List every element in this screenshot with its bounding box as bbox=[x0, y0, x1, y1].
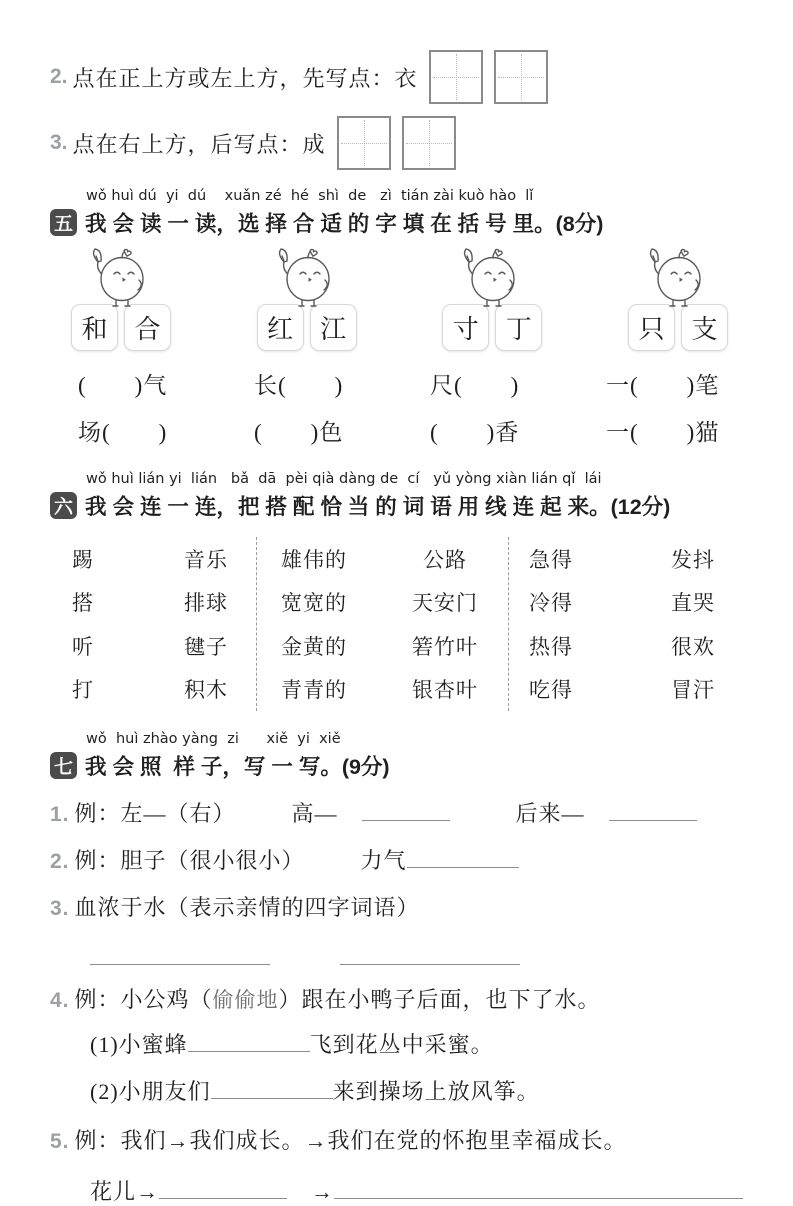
match-column-right bbox=[184, 537, 228, 711]
s7-item-3 bbox=[50, 891, 745, 922]
blank-phrase[interactable]: 一( )笔 bbox=[606, 373, 720, 398]
question-number: 2. bbox=[50, 65, 68, 88]
choice-card[interactable]: 只 bbox=[628, 304, 675, 351]
stroke-grid-box[interactable] bbox=[429, 50, 483, 104]
match-word[interactable]: 金黄的 bbox=[281, 634, 347, 659]
match-word[interactable]: 青青的 bbox=[281, 678, 347, 703]
choice-card[interactable]: 江 bbox=[310, 304, 357, 351]
prompt-text: 血浓于水（表示亲情的四字词语） bbox=[74, 895, 420, 920]
section-6-pinyin: wǒ huì lián yi lián bǎ dā pèi qià dàng de cí yǔ yòng xiàn lián qǐ lái bbox=[86, 471, 602, 487]
match-group-3 bbox=[508, 537, 743, 711]
grid-center-line bbox=[341, 143, 387, 144]
chick-mascot-icon bbox=[273, 248, 341, 313]
answer-blank[interactable] bbox=[609, 802, 697, 821]
match-word[interactable]: 宽宽的 bbox=[281, 591, 347, 616]
s7-item-3-answer-lines bbox=[90, 946, 745, 965]
matching-exercise bbox=[50, 537, 745, 711]
prompt-text: (2)小朋友们 bbox=[90, 1079, 211, 1104]
match-column-left bbox=[529, 537, 573, 711]
match-column-left bbox=[281, 537, 347, 711]
example-text: 例：小公鸡（ bbox=[74, 987, 213, 1012]
blank-phrase[interactable]: ( )色 bbox=[254, 420, 344, 445]
example-text: ）跟在小鸭子后面，也下了水。 bbox=[278, 987, 601, 1012]
match-group-2 bbox=[256, 537, 508, 711]
match-word[interactable]: 雄伟的 bbox=[281, 547, 347, 572]
example-text: 例：左—（右） bbox=[74, 801, 236, 826]
choice-card[interactable]: 丁 bbox=[495, 304, 542, 351]
section-7-title: 我 会 照 样 子，写 一 写。(9分) bbox=[85, 755, 390, 779]
blank-phrase[interactable]: 长( ) bbox=[254, 373, 344, 398]
match-column-right bbox=[671, 537, 715, 711]
stroke-grid-box[interactable] bbox=[337, 116, 391, 170]
match-word[interactable]: 热得 bbox=[529, 634, 573, 659]
fill-blanks-row-1 bbox=[78, 367, 745, 400]
match-word[interactable]: 箬竹叶 bbox=[412, 634, 478, 659]
choice-group-2 bbox=[254, 248, 360, 351]
match-column-right bbox=[412, 537, 478, 711]
match-word[interactable]: 天安门 bbox=[412, 591, 478, 616]
section-6-badge: 六 bbox=[50, 492, 77, 519]
section-7 bbox=[50, 731, 745, 1206]
answer-blank[interactable] bbox=[211, 1080, 333, 1099]
blank-phrase[interactable]: 一( )猫 bbox=[606, 420, 720, 445]
section-6 bbox=[50, 471, 745, 711]
choice-group-4 bbox=[625, 248, 731, 351]
s7-item-4 bbox=[50, 983, 745, 1014]
answer-blank[interactable] bbox=[188, 1033, 310, 1052]
question-row-2 bbox=[50, 50, 745, 104]
choice-card[interactable]: 红 bbox=[257, 304, 304, 351]
example-answer-text: 偷偷地 bbox=[212, 988, 279, 1012]
grid-center-line bbox=[433, 77, 479, 78]
prompt-text: 花儿→ bbox=[90, 1179, 160, 1204]
answer-blank[interactable] bbox=[340, 946, 520, 965]
blank-phrase[interactable]: 尺( ) bbox=[430, 373, 520, 398]
chick-mascot-icon bbox=[458, 248, 526, 313]
answer-blank[interactable] bbox=[334, 1180, 743, 1199]
answer-blank[interactable] bbox=[90, 946, 270, 965]
question-text: 点在正上方或左上方，先写点：衣 bbox=[72, 65, 418, 91]
stroke-grid-box[interactable] bbox=[402, 116, 456, 170]
s7-item-4-sub-2 bbox=[50, 1075, 745, 1106]
grid-center-line bbox=[406, 143, 452, 144]
choice-card[interactable]: 合 bbox=[124, 304, 171, 351]
question-number: 3. bbox=[50, 897, 70, 920]
question-number: 1. bbox=[50, 803, 70, 826]
choice-card[interactable]: 支 bbox=[681, 304, 728, 351]
answer-blank[interactable] bbox=[407, 849, 519, 868]
prompt-text: 高— bbox=[291, 801, 338, 826]
match-word[interactable]: 打 bbox=[72, 678, 94, 703]
match-word[interactable]: 冒汗 bbox=[671, 678, 715, 703]
match-column-left bbox=[72, 537, 94, 711]
s7-item-1 bbox=[50, 797, 745, 828]
fill-blanks-row-2 bbox=[78, 414, 745, 447]
s7-item-2 bbox=[50, 844, 745, 875]
stroke-grid-box[interactable] bbox=[494, 50, 548, 104]
match-word[interactable]: 排球 bbox=[184, 591, 228, 616]
match-word[interactable]: 直哭 bbox=[671, 591, 715, 616]
s7-item-5 bbox=[50, 1124, 745, 1155]
section-5-pinyin: wǒ huì dú yi dú xuǎn zé hé shì de zì tián zài kuò hào lǐ bbox=[86, 188, 534, 204]
match-word[interactable]: 很欢 bbox=[671, 634, 715, 659]
prompt-text: (1)小蜜蜂 bbox=[90, 1032, 188, 1057]
character-choice-groups bbox=[68, 248, 731, 351]
match-word[interactable]: 搭 bbox=[72, 591, 94, 616]
question-number: 4. bbox=[50, 989, 70, 1012]
choice-card[interactable]: 和 bbox=[71, 304, 118, 351]
match-word[interactable]: 毽子 bbox=[184, 634, 228, 659]
prompt-text: 飞到花丛中采蜜。 bbox=[309, 1032, 494, 1057]
match-word[interactable]: 音乐 bbox=[184, 547, 228, 572]
chick-mascot-icon bbox=[644, 248, 712, 313]
blank-phrase[interactable]: ( )气 bbox=[78, 373, 168, 398]
section-7-badge: 七 bbox=[50, 752, 77, 779]
choice-group-3 bbox=[439, 248, 545, 351]
match-word[interactable]: 踢 bbox=[72, 547, 94, 572]
example-text: 例：我们→我们成长。→我们在党的怀抱里幸福成长。 bbox=[74, 1128, 627, 1153]
answer-blank[interactable] bbox=[362, 802, 450, 821]
grid-center-line bbox=[498, 77, 544, 78]
match-word[interactable]: 银杏叶 bbox=[412, 678, 478, 703]
prompt-text: 后来— bbox=[515, 801, 585, 826]
section-7-pinyin: wǒ huì zhào yàng zi xiě yi xiě bbox=[86, 731, 341, 747]
match-word[interactable]: 急得 bbox=[529, 547, 573, 572]
s7-item-5-answer-line bbox=[50, 1175, 745, 1206]
answer-blank[interactable] bbox=[159, 1180, 287, 1199]
arrow-text: → bbox=[311, 1179, 335, 1204]
chick-mascot-icon bbox=[87, 248, 155, 313]
blank-phrase[interactable]: 场( ) bbox=[78, 420, 168, 445]
match-word[interactable]: 发抖 bbox=[671, 547, 715, 572]
question-number: 3. bbox=[50, 131, 68, 154]
match-group-1 bbox=[50, 537, 256, 711]
prompt-text: 力气 bbox=[360, 848, 407, 873]
match-word[interactable]: 积木 bbox=[184, 678, 228, 703]
section-5-title: 我 会 读 一 读，选 择 合 适 的 字 填 在 括 号 里。(8分) bbox=[85, 212, 604, 236]
match-word[interactable]: 公路 bbox=[423, 547, 467, 572]
question-text: 点在右上方，后写点：成 bbox=[72, 131, 326, 157]
question-number: 2. bbox=[50, 850, 70, 873]
section-5 bbox=[50, 188, 745, 447]
choice-card[interactable]: 寸 bbox=[442, 304, 489, 351]
match-word[interactable]: 听 bbox=[72, 634, 94, 659]
blank-phrase[interactable]: ( )香 bbox=[430, 420, 520, 445]
choice-group-1 bbox=[68, 248, 174, 351]
section-5-badge: 五 bbox=[50, 209, 77, 236]
s7-item-4-sub-1 bbox=[50, 1028, 745, 1059]
section-6-title: 我 会 连 一 连，把 搭 配 恰 当 的 词 语 用 线 连 起 来。(12分) bbox=[85, 495, 671, 519]
match-word[interactable]: 吃得 bbox=[529, 678, 573, 703]
match-word[interactable]: 冷得 bbox=[529, 591, 573, 616]
question-row-3 bbox=[50, 116, 745, 170]
example-text: 例：胆子（很小很小） bbox=[74, 848, 305, 873]
prompt-text: 来到操场上放风筝。 bbox=[332, 1079, 540, 1104]
question-number: 5. bbox=[50, 1130, 70, 1153]
